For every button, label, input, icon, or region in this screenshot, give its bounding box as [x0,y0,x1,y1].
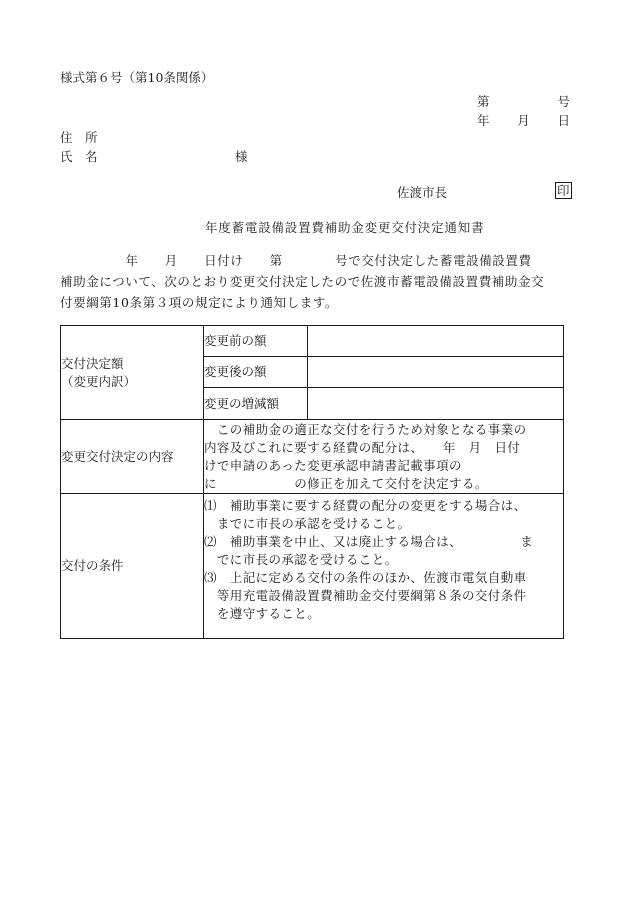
before-amount-label: 変更前の額 [204,326,308,357]
condition-line: を遵守すること。 [204,606,321,621]
amount-label: 交付決定額 [61,355,124,371]
after-amount-value [308,357,564,388]
condition-line: ⑴ 補助事業に要する経費の配分の変更をする場合は、 [204,498,527,513]
seal-char: 印 [557,183,570,198]
condition-line: でに市長の承認を受けること。 [204,552,398,567]
amount-sublabel: （変更内訳） [61,373,137,389]
form-reference: 様式第６号（第10条関係） [60,70,214,85]
before-amount-value [308,326,564,357]
document-date: 年 月 日 [477,113,570,128]
amount-label-cell [61,326,204,420]
decision-line: けで申請のあった変更承認申請書記載事項の [204,457,462,473]
decision-content [204,420,564,494]
decision-label: 変更交付決定の内容 [61,420,204,494]
after-amount-label: 変更後の額 [204,357,308,388]
document-title: 年度蓄電設備設置費補助金変更交付決定通知書 [205,220,485,235]
decision-table [60,325,564,639]
conditions-content [204,494,564,639]
intro-paragraph [60,250,565,313]
diff-amount-value [308,388,564,420]
decision-line: この補助金の適正な交付を行うため対象となる事業の [204,421,527,437]
intro-line: 年 月 日付け 第 号で交付決定した蓄電設備設置費 [60,253,532,268]
seal-mark [555,185,572,198]
intro-line: 補助金について、次のとおり変更交付決定したので佐渡市蓄電設備設置費補助金交 [60,274,545,289]
condition-line: 等用充電設備設置費補助金交付要綱第８条の交付条件 [204,588,527,603]
diff-amount-label: 変更の増減額 [204,388,308,420]
recipient-name-label: 氏 名 様 [60,149,248,164]
issuer-name: 佐渡市長 [397,185,448,200]
condition-line: ⑶ 上記に定める交付の条件のほか、佐渡市電気自動車 [204,570,527,585]
address-label: 住 所 [60,130,98,145]
conditions-label: 交付の条件 [61,494,204,639]
decision-line: に の修正を加えて交付を決定する。 [204,475,488,491]
document-number: 第 号 [477,94,570,109]
condition-line: ⑵ 補助事業を中止、又は廃止する場合は、 ま [204,534,534,549]
condition-line: までに市長の承認を受けること。 [204,516,411,531]
decision-line: 内容及びこれに要する経費の配分は、 年 月 日付 [204,439,521,455]
intro-line: 付要綱第10条第３項の規定により通知します。 [60,295,339,310]
